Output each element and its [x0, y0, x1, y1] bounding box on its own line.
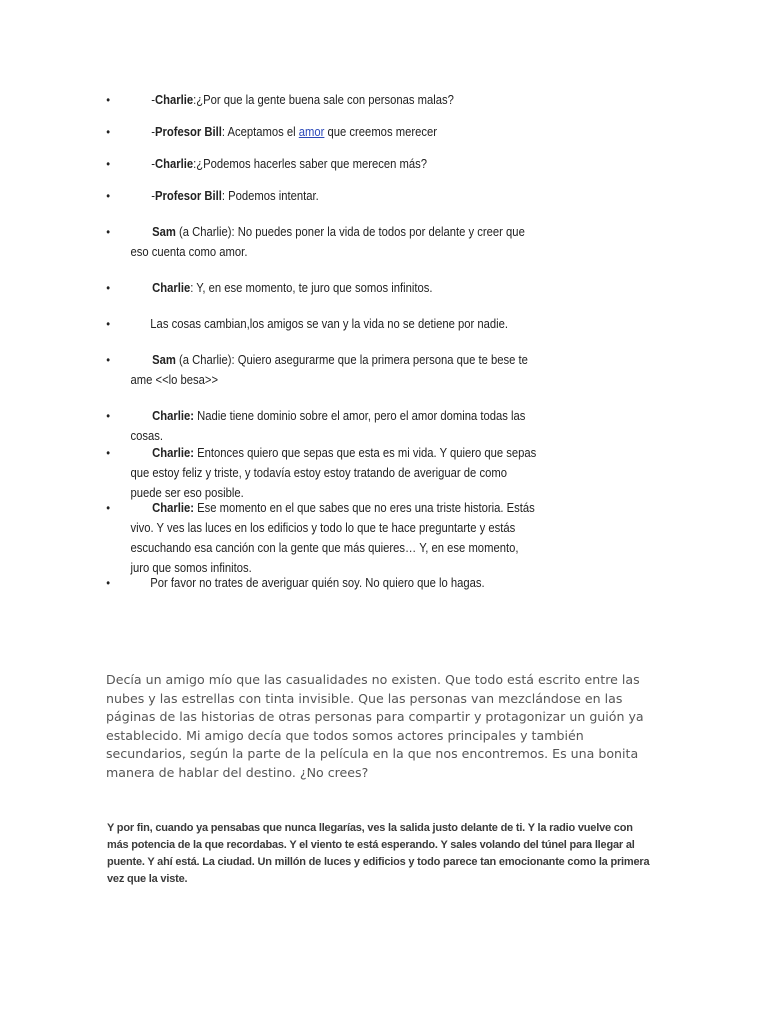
- list-item: [0, 498, 540, 578]
- speaker-name: Sam: [152, 225, 176, 239]
- quote-text: (a Charlie): No puedes poner la vida de todos por delante y creer que eso cuenta como amor.: [130, 225, 525, 259]
- quote-text: que creemos merecer: [324, 125, 437, 139]
- bullet: •: [106, 317, 110, 331]
- destiny-paragraph: Decía un amigo mío que las casualidades no existen. Que todo está escrito entre las nubes y las estrellas con tinta invisible. Que las personas van mezclándose en las páginas de las historias de otras personas para compartir y protagonizar un guión ya establecido. Mi amigo decía que todos somos actores principales y también secundarios, según la parte de la película en la que nos encontremos. Es una bonita manera de hablar del destino. ¿No crees?: [106, 672, 644, 780]
- quote-body: [131, 186, 541, 206]
- bullet: •: [106, 281, 110, 295]
- speaker-name: Profesor Bill: [154, 189, 222, 203]
- quote-text: : Aceptamos el: [221, 125, 299, 139]
- list-item: [0, 350, 540, 390]
- bullet: •: [106, 576, 110, 590]
- quote-body: [131, 90, 541, 110]
- quote-text: : Podemos intentar.: [221, 189, 319, 203]
- quote-body: [131, 222, 541, 262]
- bullet: •: [106, 409, 110, 423]
- speaker-name: Charlie:: [152, 409, 194, 423]
- quote-text: Las cosas cambian,los amigos se van y la vida no se detiene por nadie.: [150, 317, 509, 331]
- list-item: [0, 122, 540, 142]
- quote-body: [131, 443, 541, 503]
- speaker-name: Charlie: [154, 93, 194, 107]
- quote-text: Por favor no trates de averiguar quién soy. No quiero que lo hagas.: [150, 576, 485, 590]
- list-item: [0, 186, 540, 206]
- dash: -: [151, 93, 155, 107]
- quote-body: [131, 498, 541, 578]
- speaker-name: Charlie:: [152, 501, 194, 515]
- quote-text: :¿Por que la gente buena sale con personas malas?: [193, 93, 454, 107]
- dash: -: [151, 189, 155, 203]
- bullet: •: [106, 125, 110, 139]
- quote-body: [131, 154, 541, 174]
- quote-text: : Y, en ese momento, te juro que somos infinitos.: [190, 281, 433, 295]
- bullet: •: [106, 446, 110, 460]
- speaker-name: Charlie:: [152, 446, 194, 460]
- bullet: •: [106, 225, 110, 239]
- speaker-name: Profesor Bill: [154, 125, 222, 139]
- list-item: [0, 222, 540, 262]
- quote-text: Ese momento en el que sabes que no eres una triste historia. Estás vivo. Y ves las luces en los edificios y todo lo que te hace preguntarte y estás escuchando esa canción con la gente que más quieres… Y, en ese momento, juro que somos infinitos.: [130, 501, 535, 575]
- speaker-name: Charlie: [154, 157, 194, 171]
- list-item: [0, 90, 540, 110]
- quote-body: [131, 122, 541, 142]
- dash: -: [151, 125, 155, 139]
- speaker-name: Sam: [152, 353, 176, 367]
- list-item: [0, 278, 540, 298]
- list-item: [0, 406, 540, 446]
- quote-body: [131, 350, 541, 390]
- quote-body: [131, 278, 541, 298]
- list-item: [0, 314, 540, 334]
- list-item: [0, 443, 540, 503]
- bullet: •: [106, 93, 110, 107]
- quote-text: :¿Podemos hacerles saber que merecen más?: [193, 157, 427, 171]
- bullet: •: [106, 353, 110, 367]
- quote-text: Entonces quiero que sepas que esta es mi vida. Y quiero que sepas que estoy feliz y triste, y todavía estoy estoy tratando de averiguar de como puede ser eso posible.: [130, 446, 537, 500]
- quote-body: [131, 314, 541, 334]
- quote-text: (a Charlie): Quiero asegurarme que la primera persona que te bese te ame <<lo besa>>: [130, 353, 528, 387]
- quote-text: Nadie tiene dominio sobre el amor, pero el amor domina todas las cosas.: [130, 409, 526, 443]
- amor-link[interactable]: amor: [298, 125, 325, 139]
- list-item: [0, 154, 540, 174]
- dash: -: [151, 157, 155, 171]
- bullet: •: [106, 501, 110, 515]
- closing-paragraph: Y por fin, cuando ya pensabas que nunca llegarías, ves la salida justo delante de ti. Y la radio vuelve con más potencia de la que recordabas. Y el viento te está esperando. Y sales volando del túnel para llegar al puente. Y ahí está. La ciudad. Un millón de luces y edificios y todo parece tan emocionante como la primera vez que la viste.: [107, 822, 650, 885]
- speaker-name: Charlie: [152, 281, 191, 295]
- quote-body: [131, 406, 541, 446]
- bullet: •: [106, 189, 110, 203]
- quote-body: [131, 573, 541, 593]
- bullet: •: [106, 157, 110, 171]
- list-item: [0, 573, 540, 593]
